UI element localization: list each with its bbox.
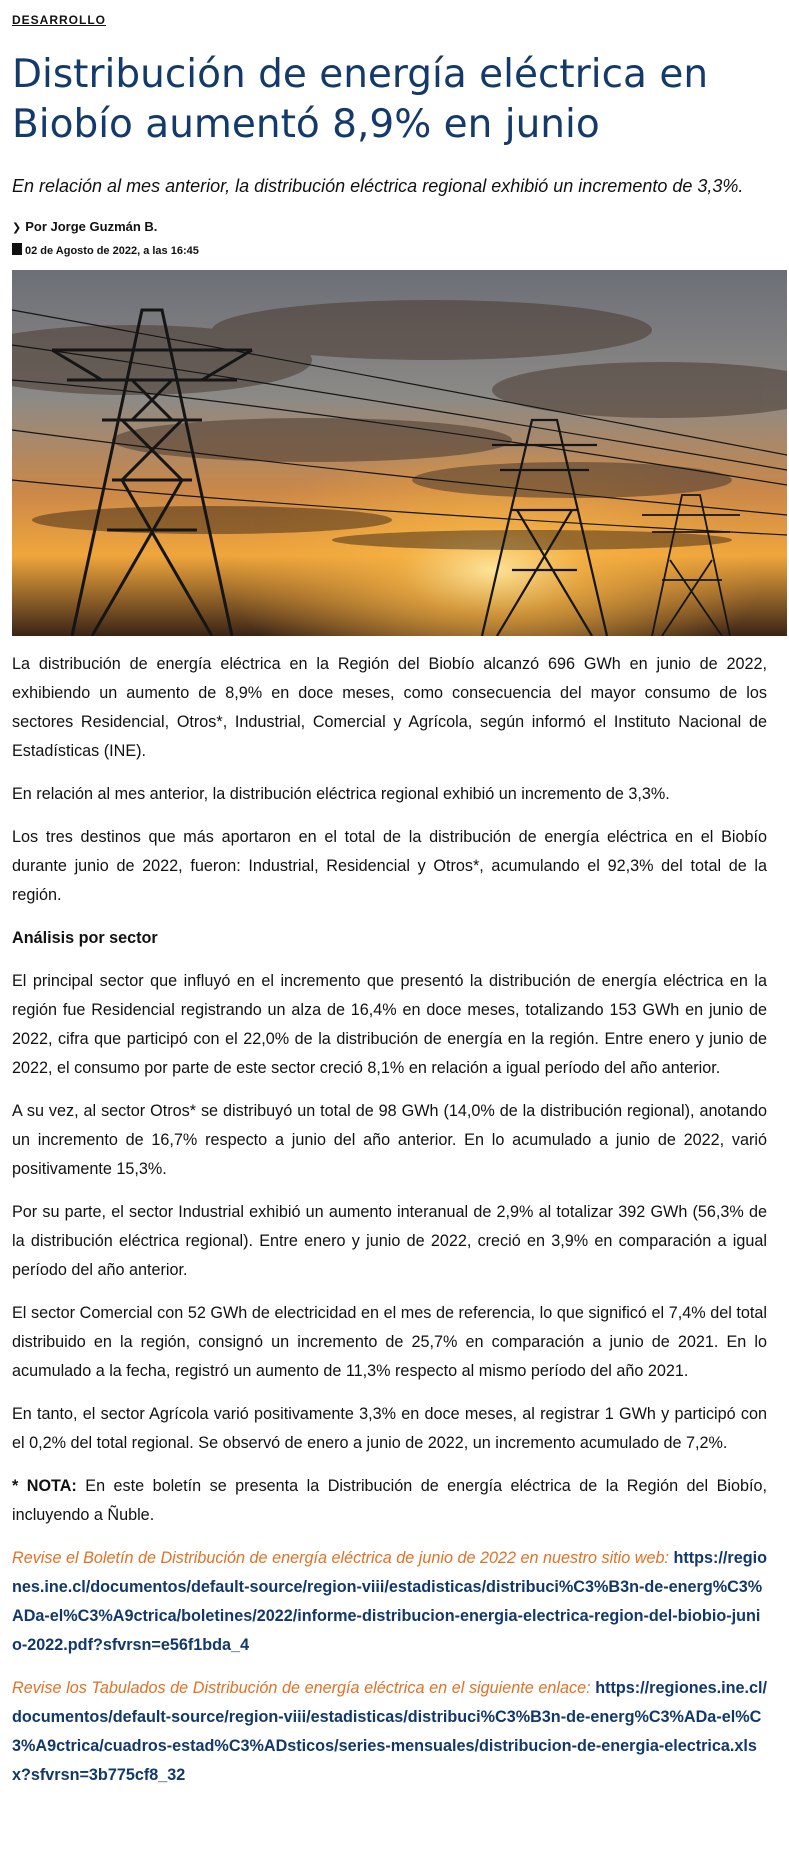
tables-link-paragraph [12, 1674, 767, 1790]
bulletin-link-prefix: Revise el Boletín de Distribución de energía eléctrica de junio de 2022 en nuestro sitio web: [12, 1549, 669, 1567]
note-text: En este boletín se presenta la Distribución de energía eléctrica de la Región del Biobío, incluyendo a Ñuble. [12, 1477, 767, 1524]
article-body [12, 650, 767, 1804]
paragraph: Por su parte, el sector Industrial exhibió un aumento interanual de 2,9% al totalizar 392 GWh (56,3% de la distribución eléctrica regional). Entre enero y junio de 2022, creció en 3,9% en comparación a igual período del año anterior. [12, 1203, 767, 1279]
hero-image [12, 270, 787, 636]
paragraph: El sector Comercial con 52 GWh de electricidad en el mes de referencia, lo que significó el 7,4% del total distribuido en la región, consignó un incremento de 25,7% en comparación a junio de 2021. En lo acumulado a la fecha, registró un aumento de 11,3% respecto al mismo período del año 2021. [12, 1304, 767, 1380]
chevron-right-icon: ❯ [12, 222, 22, 234]
power-towers-photo [12, 270, 787, 636]
article-lead: En relación al mes anterior, la distribución eléctrica regional exhibió un incremento de 3,3%. [12, 176, 744, 196]
paragraph: El principal sector que influyó en el incremento que presentó la distribución de energía eléctrica en la región fue Residencial registrando un alza de 16,4% en doce meses, totalizando 153 GWh en junio de 2022, cifra que participó con el 22,0% de la distribución de energía en la región. Entre enero y junio de 2022, el consumo por parte de este sector creció 8,1% en relación a igual período del año anterior. [12, 972, 767, 1077]
sector-analysis-heading: Análisis por sector [12, 929, 158, 947]
note-paragraph [12, 1472, 767, 1530]
paragraph: Los tres destinos que más aportaron en el total de la distribución de energía eléctrica en el Biobío durante junio de 2022, fueron: Industrial, Residencial y Otros*, acumulando el 92,3% del total de la región. [12, 828, 767, 904]
bulletin-link[interactable]: https://regiones.ine.cl/documentos/default-source/region-viii/estadisticas/distribuci%C3%B3n-de-energ%C3%ADa-el%C3%A9ctrica/boletines/2022/informe-distribucion-energia-electrica-region-del-biobio-junio-2022.pdf?sfvrsn=e56f1bda_4 [12, 1549, 768, 1654]
paragraph: La distribución de energía eléctrica en la Región del Biobío alcanzó 696 GWh en junio de 2022, exhibiendo un aumento de 8,9% en doce meses, como consecuencia del mayor consumo de los sectores Residencial, Otros*, Industrial, Comercial y Agrícola, según informó el Instituto Nacional de Estadísticas (INE). [12, 655, 767, 760]
section-tag[interactable]: DESARROLLO [12, 13, 106, 27]
tables-link-prefix: Revise los Tabulados de Distribución de energía eléctrica en el siguiente enlace: [12, 1679, 591, 1697]
byline [12, 219, 157, 234]
article-headline: Distribución de energía eléctrica en Biobío aumentó 8,9% en junio [12, 52, 709, 147]
paragraph: En relación al mes anterior, la distribución eléctrica regional exhibió un incremento de 3,3%. [12, 785, 670, 803]
calendar-icon [12, 243, 22, 255]
author-name[interactable]: Por Jorge Guzmán B. [25, 219, 158, 234]
note-label: * NOTA: [12, 1477, 77, 1495]
publish-date [12, 243, 199, 257]
tables-link[interactable]: https://regiones.ine.cl/documentos/default-source/region-viii/estadisticas/distribuci%C3%B3n-de-energ%C3%ADa-el%C3%A9ctrica/cuadros-estad%C3%ADsticos/series-mensuales/distribucion-de-energia-electrica.xlsx?sfvrsn=3b775cf8_32 [12, 1679, 768, 1784]
paragraph: A su vez, al sector Otros* se distribuyó un total de 98 GWh (14,0% de la distribución regional), anotando un incremento de 16,7% respecto a junio del año anterior. En lo acumulado a junio de 2022, varió positivamente 15,3%. [12, 1102, 767, 1178]
date-text: 02 de Agosto de 2022, a las 16:45 [25, 245, 199, 257]
bulletin-link-paragraph [12, 1544, 767, 1660]
paragraph: En tanto, el sector Agrícola varió positivamente 3,3% en doce meses, al registrar 1 GWh y participó con el 0,2% del total regional. Se observó de enero a junio de 2022, un incremento acumulado de 7,2%. [12, 1405, 767, 1452]
